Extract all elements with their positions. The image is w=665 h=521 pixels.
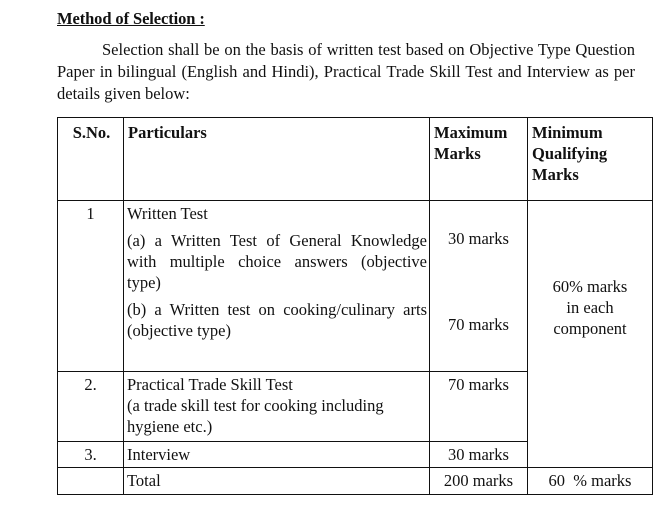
qualifying-line-3: component xyxy=(553,319,627,338)
qualifying-line-2: in each xyxy=(566,298,614,317)
intro-paragraph: Selection shall be on the basis of written test based on Objective Type Question Paper in bilingual (English and Hindi), Practical Trade Skill Test and Interview as per details given below: xyxy=(57,40,635,103)
qualifying-marks-cell xyxy=(528,201,653,468)
table-header-row xyxy=(58,118,653,201)
practical-test-title: Practical Trade Skill Test xyxy=(127,375,293,394)
part-a-marks: 30 marks xyxy=(448,229,509,248)
table-row xyxy=(58,201,653,372)
header-max-marks: Maximum Marks xyxy=(430,118,528,201)
row-max-marks: 30 marks xyxy=(430,442,528,468)
row-sno: 2. xyxy=(58,372,124,442)
row-max-marks: 70 marks xyxy=(430,372,528,442)
row-particulars xyxy=(124,372,430,442)
header-particulars: Particulars xyxy=(124,118,430,201)
total-marks: 200 marks xyxy=(430,468,528,495)
header-sno: S.No. xyxy=(58,118,124,201)
written-test-part-b: (b) a Written test on cooking/culinary arts (objective type) xyxy=(127,300,427,340)
row-max-marks xyxy=(430,201,528,372)
row-particulars xyxy=(124,201,430,372)
header-min-marks: Minimum Qualifying Marks xyxy=(528,118,653,201)
row-sno-empty xyxy=(58,468,124,495)
written-test-title: Written Test xyxy=(127,204,208,223)
selection-table xyxy=(57,117,653,495)
part-b-marks: 70 marks xyxy=(448,315,509,334)
qualifying-line-1: 60% marks xyxy=(552,277,628,296)
row-particulars: Interview xyxy=(124,442,430,468)
practical-test-detail: (a trade skill test for cooking including hygiene etc.) xyxy=(127,396,384,436)
row-sno: 1 xyxy=(58,201,124,372)
section-heading: Method of Selection : xyxy=(57,9,205,28)
table-total-row xyxy=(58,468,653,495)
row-sno: 3. xyxy=(58,442,124,468)
total-label: Total xyxy=(124,468,430,495)
total-qualifying: 60 % marks xyxy=(528,468,653,495)
written-test-part-a: (a) a Written Test of General Knowledge with multiple choice answers (objective type) xyxy=(127,231,427,292)
